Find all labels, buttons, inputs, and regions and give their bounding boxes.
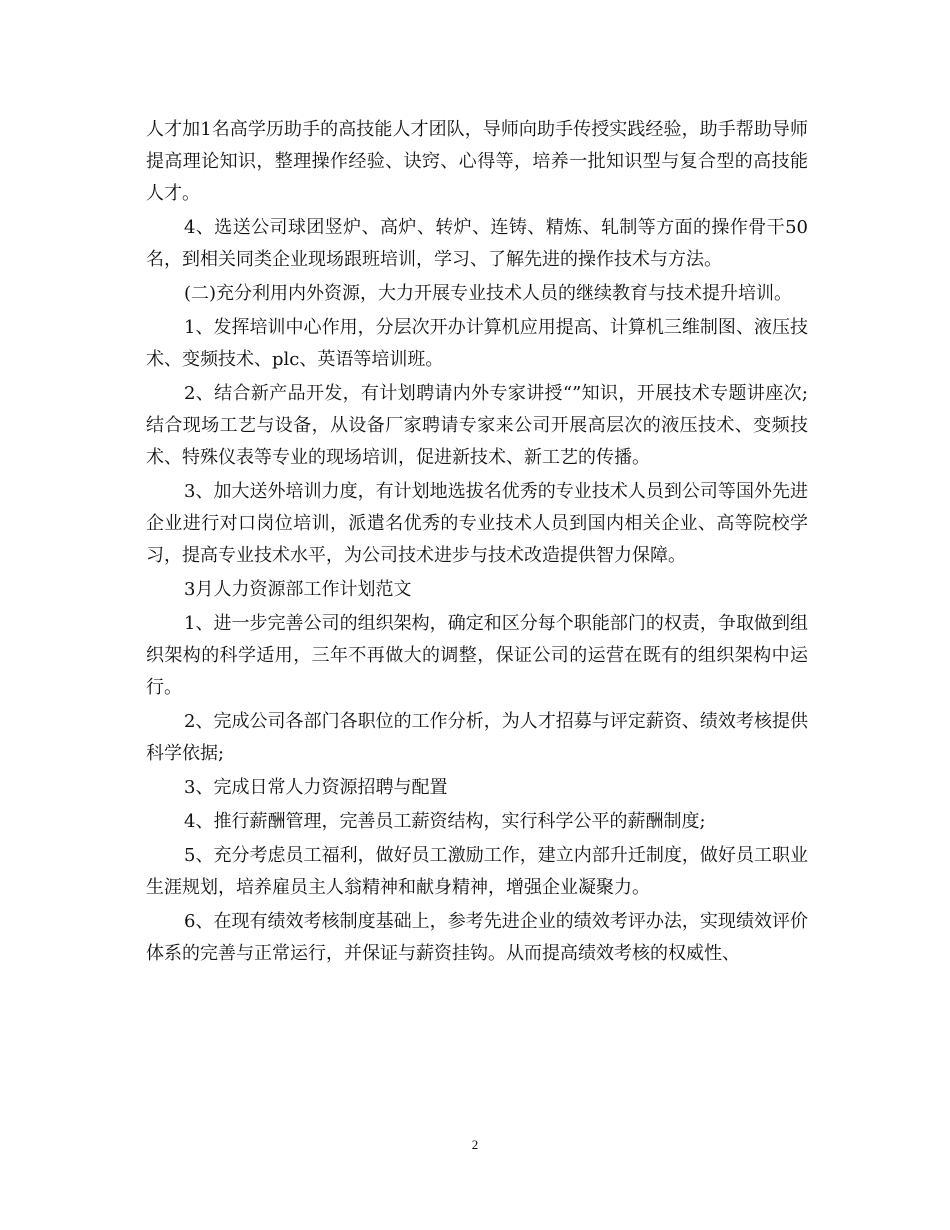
paragraph-continuation: 人才加1名高学历助手的高技能人才团队，导师向助手传授实践经验，助手帮助导师提高理论知识，整理操作经验、诀窍、心得等，培养一批知识型与复合型的高技能人才。 [146,119,808,204]
document-body [146,114,808,972]
paragraph-hr-item-2: 2、完成公司各部门各职位的工作分析，为人才招募与评定薪资、绩效考核提供科学依据; [146,711,808,764]
paragraph-hr-item-6: 6、在现有绩效考核制度基础上，参考先进企业的绩效考评办法，实现绩效评价体系的完善与正常运行，并保证与薪资挂钩。从而提高绩效考核的权威性、 [146,911,808,964]
section-title-hr-plan: 3月人力资源部工作计划范文 [184,579,412,600]
paragraph-item-1-training-center: 1、发挥培训中心作用，分层次开办计算机应用提高、计算机三维制图、液压技术、变频技术、plc、英语等培训班。 [146,317,808,370]
page-number: 2 [471,1137,479,1152]
paragraph-item-2-new-products: 2、结合新产品开发，有计划聘请内外专家讲授“”知识，开展技术专题讲座次;结合现场工艺与设备，从设备厂家聘请专家来公司开展高层次的液压技术、变频技术、特殊仪表等专业的现场培训，促进新技术、新工艺的传播。 [146,383,808,468]
paragraph-hr-item-1: 1、进一步完善公司的组织架构，确定和区分每个职能部门的权责，争取做到组织架构的科学适用，三年不再做大的调整，保证公司的运营在既有的组织架构中运行。 [146,613,808,698]
paragraph-hr-item-4: 4、推行薪酬管理，完善员工薪资结构，实行科学公平的薪酬制度; [184,811,706,832]
paragraph-hr-item-3: 3、完成日常人力资源招聘与配置 [184,777,448,798]
paragraph-section-2-heading: (二)充分利用内外资源，大力开展专业技术人员的继续教育与技术提升培训。 [184,283,793,304]
paragraph-hr-item-5: 5、充分考虑员工福利，做好员工激励工作，建立内部升迁制度，做好员工职业生涯规划，培养雇员主人翁精神和献身精神，增强企业凝聚力。 [146,845,808,898]
paragraph-item-3-external-training: 3、加大送外培训力度，有计划地选拔名优秀的专业技术人员到公司等国外先进企业进行对口岗位培训，派遣名优秀的专业技术人员到国内相关企业、高等院校学习，提高专业技术水平，为公司技术进步与技术改造提供智力保障。 [146,481,808,566]
paragraph-item-4-operators: 4、选送公司球团竖炉、高炉、转炉、连铸、精炼、轧制等方面的操作骨干50名，到相关同类企业现场跟班培训，学习、了解先进的操作技术与方法。 [146,217,808,270]
